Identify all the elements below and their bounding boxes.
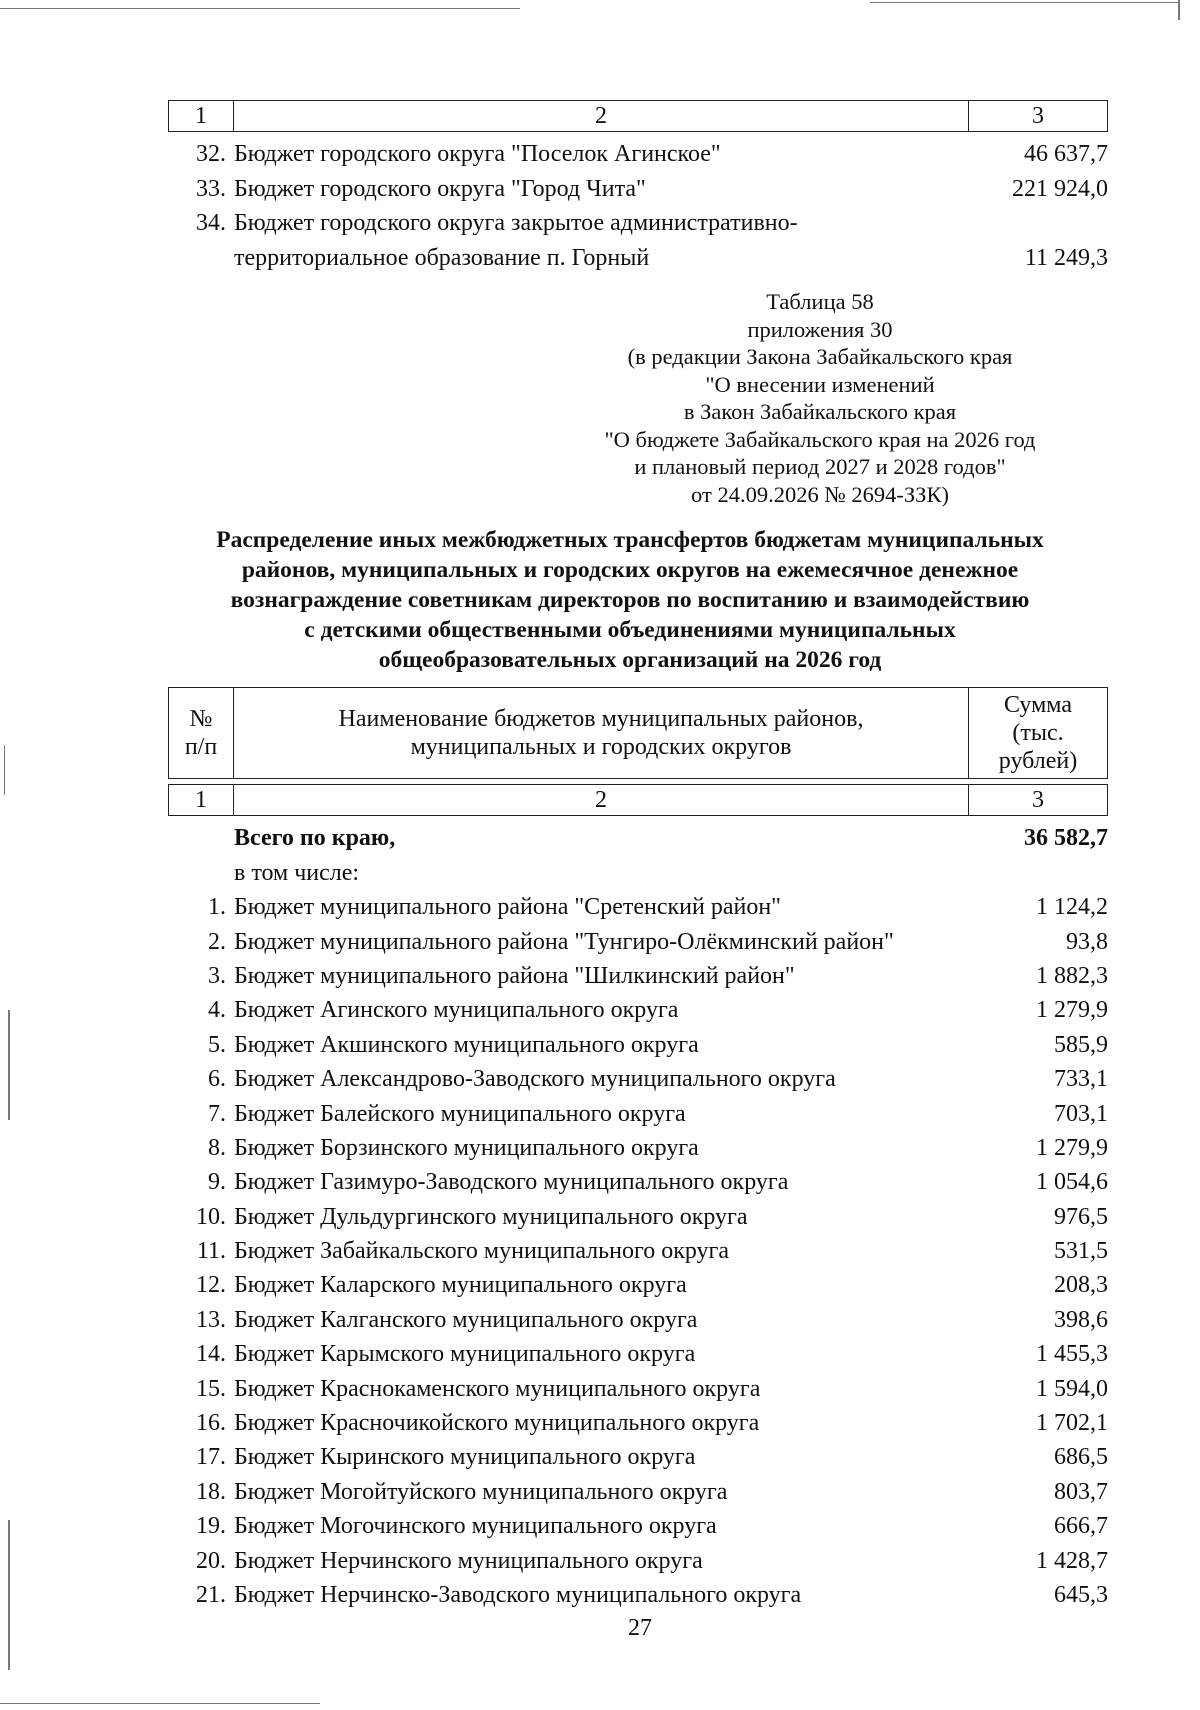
main-column-number-row [168,784,1108,816]
scan-artifact [4,745,5,795]
header-amount-column: Сумма (тыс. рублей) [998,692,1078,774]
col-number-2: 2 [234,101,969,131]
row-amount: 1 279,9 [1036,1134,1108,1161]
row-number: 16. [196,1410,226,1437]
row-number: 17. [196,1444,226,1471]
scan-artifact [0,8,520,9]
table-row [168,237,1108,271]
row-amount: 803,7 [1054,1478,1108,1505]
row-amount: 733,1 [1054,1066,1108,1093]
row-amount: 1 054,6 [1036,1169,1108,1196]
row-name: Бюджет Красночикойского муниципального округа [234,1410,760,1437]
row-name: Бюджет Могочинского муниципального округа [234,1513,717,1540]
row-name: Бюджет Нерчинского муниципального округа [234,1547,703,1574]
row-name: Бюджет Балейского муниципального округа [234,1100,686,1127]
appendix-line: от 24.09.2026 № 2694-ЗЗК) [691,481,949,507]
row-number: 6. [208,1066,226,1093]
header-name-column: Наименование бюджетов муниципальных районов, муниципальных и городских округов [234,688,969,778]
header-number-column: № п/п [169,688,234,778]
table-row [168,168,1108,202]
main-rows-list [168,887,1108,1609]
table-row [168,1471,1108,1505]
title-line: районов, муниципальных и городских округов на ежемесячное денежное [241,557,1019,583]
row-number: 15. [196,1375,226,1402]
row-amount: 93,8 [1066,928,1108,955]
page-number: 27 [628,1615,652,1641]
table-row [168,1368,1108,1402]
appendix-reference [560,288,1080,508]
table-row [168,921,1108,955]
appendix-line: в Закон Забайкальского края [683,399,957,424]
col-number-3: 3 [1032,102,1044,129]
row-amount: 1 428,7 [1036,1547,1108,1574]
row-number: 33. [196,175,226,202]
table-row [168,1059,1108,1093]
row-amount: 585,9 [1054,1031,1108,1058]
table-row [168,1540,1108,1574]
table-row [168,1575,1108,1609]
row-name: Бюджет муниципального района "Тунгиро-Олёкминский район" [234,928,894,955]
col-number-3: 3 [1032,786,1044,813]
table-row [168,1024,1108,1058]
row-amount: 666,7 [1054,1513,1108,1540]
title-line: вознаграждение советникам директоров по воспитанию и взаимодействию [230,587,1030,613]
row-number: 2. [208,928,226,955]
row-name-line-2: территориальное образование п. Горный [234,244,650,271]
row-amount: 1 124,2 [1036,894,1108,921]
title-line: Распределение иных межбюджетных трансфертов бюджетам муниципальных [216,527,1044,553]
row-number: 5. [208,1031,226,1058]
title-line: с детскими общественными объединениями муниципальных [304,617,956,643]
table-row [168,1403,1108,1437]
row-number: 20. [196,1547,226,1574]
row-amount: 221 924,0 [1012,175,1108,202]
main-table-body [168,818,1108,1609]
appendix-line: и плановый период 2027 и 2028 годов" [634,454,1006,479]
row-name: Бюджет Дульдургинского муниципального округа [234,1203,748,1230]
appendix-line: (в редакции Закона Забайкальского края [627,344,1013,369]
row-amount: 46 637,7 [1024,141,1108,168]
row-amount: 1 702,1 [1036,1410,1108,1437]
appendix-line: "О внесении изменений [705,371,935,397]
row-name: Бюджет муниципального района "Сретенский район" [234,894,781,921]
row-name: Бюджет Забайкальского муниципального округа [234,1238,730,1265]
row-name: Бюджет Могойтуйского муниципального округа [234,1478,728,1505]
table-row [168,1162,1108,1196]
row-number: 11. [196,1238,226,1265]
row-amount: 976,5 [1054,1203,1108,1230]
appendix-line: Таблица 58 [766,289,874,314]
main-table-header [168,687,1108,779]
row-name: Бюджет Нерчинско-Заводского муниципального округа [234,1581,802,1608]
row-name: Бюджет муниципального района "Шилкинский район" [234,962,795,989]
scan-artifact [8,1520,10,1670]
row-number: 34. [196,210,226,237]
row-amount: 1 455,3 [1036,1341,1108,1368]
row-name: Бюджет Александрово-Заводского муниципального округа [234,1066,836,1093]
table-row [168,990,1108,1024]
row-name: Бюджет Агинского муниципального округа [234,997,679,1024]
row-number: 12. [196,1272,226,1299]
col-number-1: 1 [169,101,234,131]
scan-artifact [0,1703,320,1704]
table-row [168,1506,1108,1540]
row-number: 10. [196,1203,226,1230]
row-name: Бюджет Калганского муниципального округа [234,1306,698,1333]
table-row [168,1437,1108,1471]
table-row [168,203,1108,237]
scan-artifact [870,2,1180,3]
row-name: Бюджет Краснокаменского муниципального округа [234,1375,761,1402]
row-name: Бюджет Борзинского муниципального округа [234,1134,699,1161]
row-number: 4. [208,997,226,1024]
row-number: 3. [208,962,226,989]
total-amount: 36 582,7 [1024,825,1108,852]
row-amount: 645,3 [1054,1581,1108,1608]
row-amount: 1 882,3 [1036,962,1108,989]
row-amount: 398,6 [1054,1306,1108,1333]
row-name: Бюджет городского округа "Город Чита" [234,175,646,202]
row-amount: 703,1 [1054,1100,1108,1127]
appendix-line: приложения 30 [747,316,893,342]
row-name: Бюджет Кыринского муниципального округа [234,1444,696,1471]
table-row [168,1299,1108,1333]
row-amount: 531,5 [1054,1238,1108,1265]
row-name: Бюджет Карымского муниципального округа [234,1341,696,1368]
table-row [168,887,1108,921]
row-name: Бюджет городского округа "Поселок Агинское" [234,141,721,168]
total-row [168,818,1108,852]
total-label: Всего по краю, [234,825,396,852]
row-name-line-1: Бюджет городского округа закрытое административно- [234,210,798,237]
row-name: Бюджет Каларского муниципального округа [234,1272,687,1299]
row-number: 13. [196,1306,226,1333]
table-row [168,1093,1108,1127]
table-row [168,1128,1108,1162]
top-column-number-row [168,100,1108,132]
title-line: общеобразовательных организаций на 2026 год [378,647,882,673]
row-name: Бюджет Акшинского муниципального округа [234,1031,699,1058]
row-amount: 1 594,0 [1036,1375,1108,1402]
row-number: 19. [196,1513,226,1540]
row-number: 7. [208,1100,226,1127]
subtotal-label: в том числе: [234,859,360,886]
table-row [168,134,1108,168]
table-row [168,1265,1108,1299]
table-row [168,956,1108,990]
scan-artifact [8,1010,10,1120]
scan-artifact [1178,0,1180,20]
table-row [168,1231,1108,1265]
row-number: 9. [208,1169,226,1196]
row-number: 18. [196,1478,226,1505]
subtotal-label-row [168,852,1108,886]
col-number-2: 2 [234,785,969,815]
table-row [168,1334,1108,1368]
col-number-1: 1 [169,785,234,815]
row-name: Бюджет Газимуро-Заводского муниципального округа [234,1169,789,1196]
row-number: 14. [196,1341,226,1368]
row-amount: 686,5 [1054,1444,1108,1471]
row-amount: 1 279,9 [1036,997,1108,1024]
appendix-line: "О бюджете Забайкальского края на 2026 год [604,426,1036,452]
row-amount: 11 249,3 [1024,244,1108,271]
row-number: 8. [208,1134,226,1161]
row-number: 21. [196,1581,226,1608]
top-table-body [168,134,1108,272]
row-number: 32. [196,141,226,168]
row-amount: 208,3 [1054,1272,1108,1299]
table-title [150,525,1110,675]
row-number: 1. [208,894,226,921]
table-row [168,1196,1108,1230]
